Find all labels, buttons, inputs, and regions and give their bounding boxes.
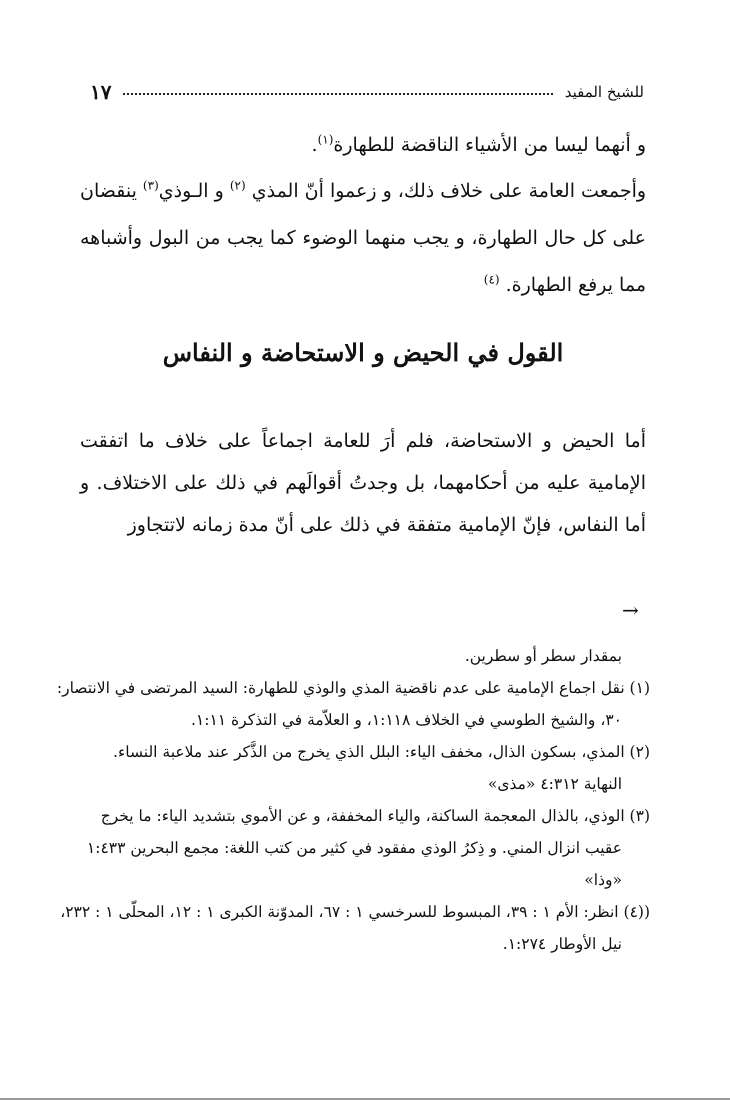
footnote-ref-4[interactable]: (٤) (483, 272, 500, 287)
footnote-line: (٢) المذي، بسكون الذال، مخفف الياء: البلل الذي يخرج من الذَّكر عند ملاعبة النساء. (113, 743, 650, 761)
footnote-line: بمقدار سطر أو سطرين. (464, 647, 622, 665)
footnote-line: (١) نقل اجماع الإمامية على عدم ناقضية المذي والوذي للطهارة: السيد المرتضى في الانتصار: (56, 679, 650, 697)
footnote-line: النهاية ٤:٣١٢ «مذى» (487, 775, 622, 793)
footnote-line: عقيب انزال المني. و ذِكرُ الوذي مفقود في كثير من كتب اللغة: مجمع البحرين ١:٤٣٣ (86, 839, 622, 857)
footnote-ref-1[interactable]: (١) (317, 132, 334, 147)
paragraph-1: و أنهما ليسا من الأشياء الناقضة للطهارة$^{(١)}$. (311, 132, 646, 156)
continuation-arrow-icon: → (622, 598, 639, 622)
page-header (90, 78, 644, 106)
footnote-ref-3[interactable]: (٣) (142, 178, 159, 193)
footnote-line: (٣) الوذي، بالذال المعجمة الساكنة، والياء المخففة، و عن الأموي بتشديد الياء: ما يخرج (100, 807, 650, 825)
section-heading: القول في الحيض و الاستحاضة و النفاس (162, 338, 564, 367)
footnote-line: ((٤) انظر: الأم ١ : ٣٩، المبسوط للسرخسي ١ : ٦٧، المدوّنة الكبرى ١ : ١٢، المحلّى ١ : ٢٣٢، (60, 903, 650, 921)
footnote-ref-2[interactable]: (٢) (229, 178, 246, 193)
paragraph-2-start: وأجمعت العامة على خلاف ذلك، و زعموا أنّ المذي (251, 180, 647, 202)
footnote-line: نيل الأوطار ١:٢٧٤. (502, 935, 622, 953)
paragraph-3: أما الحيض و الاستحاضة، فلم أرَ للعامة اجماعاً على خلاف ما اتفقت الإمامية عليه من أحكامهما، بل وجدتُ أقوالَهم في ذلك على الاختلاف. و أما النفاس، فإنّ الإمامية متفقة في ذلك على أنّ مدة زمانه لاتتجاوز (80, 430, 646, 536)
footnote-line: ٣٠، والشيخ الطوسي في الخلاف ١:١١٨، و العلاّمة في التذكرة ١:١١. (190, 711, 622, 729)
paragraph-2 (80, 168, 646, 309)
paragraph-2-rest: ينقضان على كل حال الطهارة، و يجب منهما الوضوء كما يجب من البول وأشباهه مما يرفع الطهارة. (80, 180, 646, 296)
running-head: للشيخ المفيد (564, 83, 644, 101)
paragraph-2-mid: و الـوذي (158, 180, 224, 202)
dot-leader (123, 93, 552, 95)
footnotes (56, 640, 650, 960)
paragraph-1-text: و أنهما ليسا من الأشياء الناقضة للطهارة (333, 134, 646, 156)
footnote-line: «وذا» (584, 871, 622, 889)
page-number: ١٧ (90, 80, 112, 104)
